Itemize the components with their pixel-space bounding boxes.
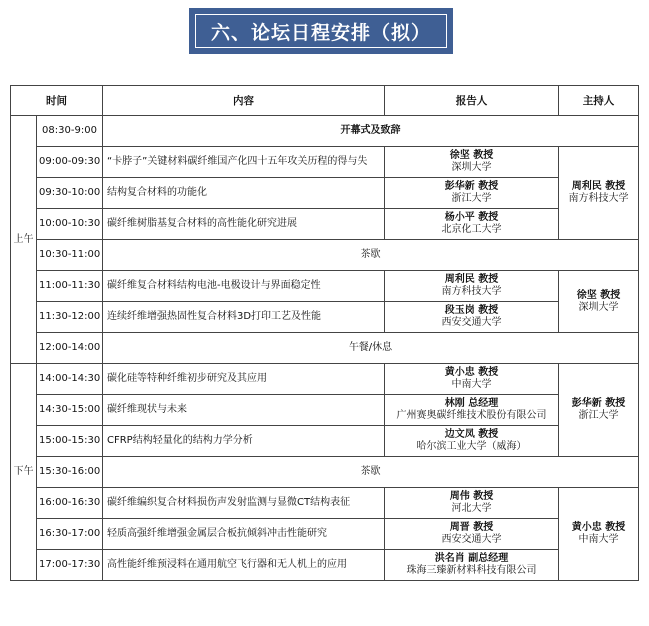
table-row	[11, 147, 639, 178]
time-cell: 11:30-12:00	[37, 302, 103, 333]
talk-title: 碳纤维复合材料结构电池-电极设计与界面稳定性	[103, 271, 385, 302]
table-row	[11, 550, 639, 581]
host-org: 南方科技大学	[568, 193, 629, 204]
host-name: 黄小忠 教授	[571, 522, 626, 533]
speaker-cell	[385, 426, 559, 457]
speaker-org: 广州赛奥碳纤维技术股份有限公司	[396, 410, 547, 421]
table-row	[11, 271, 639, 302]
table-row	[11, 209, 639, 240]
host-org: 中南大学	[578, 534, 619, 545]
period-morning: 上午	[11, 116, 37, 364]
time-cell: 15:30-16:00	[37, 457, 103, 488]
speaker-name: 徐坚 教授	[449, 150, 494, 161]
table-row	[11, 395, 639, 426]
talk-title: 碳纤维编织复合材料损伤声发射监测与显微CT结构表征	[103, 488, 385, 519]
host-cell	[559, 364, 639, 457]
speaker-cell	[385, 395, 559, 426]
talk-title: 高性能纤维预浸料在通用航空飞行器和无人机上的应用	[103, 550, 385, 581]
speaker-name: 洪名肖 副总经理	[434, 553, 509, 564]
speaker-cell	[385, 178, 559, 209]
time-cell: 16:00-16:30	[37, 488, 103, 519]
talk-title: 碳纤维现状与未来	[103, 395, 385, 426]
period-afternoon: 下午	[11, 364, 37, 581]
lunch-break: 午餐/休息	[103, 333, 639, 364]
table-row	[11, 364, 639, 395]
talk-title: CFRP结构轻量化的结构力学分析	[103, 426, 385, 457]
host-name: 彭华新 教授	[571, 398, 626, 409]
talk-title: 碳化硅等特种纤维初步研究及其应用	[103, 364, 385, 395]
speaker-org: 浙江大学	[451, 193, 492, 204]
talk-title: 连续纤维增强热固性复合材料3D打印工艺及性能	[103, 302, 385, 333]
speaker-cell	[385, 209, 559, 240]
speaker-cell	[385, 550, 559, 581]
header-time: 时间	[11, 86, 103, 116]
page-title: 六、论坛日程安排（拟）	[210, 21, 431, 44]
speaker-name: 边文凤 教授	[444, 429, 499, 440]
speaker-org: 西安交通大学	[441, 317, 502, 328]
speaker-name: 段玉岗 教授	[444, 305, 499, 316]
speaker-name: 黄小忠 教授	[444, 367, 499, 378]
host-cell	[559, 488, 639, 581]
speaker-org: 西安交通大学	[441, 534, 502, 545]
table-row	[11, 302, 639, 333]
speaker-cell	[385, 147, 559, 178]
host-org: 浙江大学	[578, 410, 619, 421]
time-cell: 12:00-14:00	[37, 333, 103, 364]
tea-break: 茶歇	[103, 457, 639, 488]
speaker-cell	[385, 488, 559, 519]
talk-title: 轻质高强纤维增强金属层合板抗倾斜冲击性能研究	[103, 519, 385, 550]
speaker-org: 深圳大学	[451, 162, 492, 173]
time-cell: 14:00-14:30	[37, 364, 103, 395]
speaker-cell	[385, 271, 559, 302]
table-row	[11, 426, 639, 457]
table-row	[11, 457, 639, 488]
section-banner	[189, 8, 453, 54]
tea-break: 茶歇	[103, 240, 639, 271]
speaker-name: 周利民 教授	[444, 274, 499, 285]
speaker-org: 珠海三臻新材料科技有限公司	[406, 565, 537, 576]
table-row	[11, 178, 639, 209]
speaker-org: 河北大学	[451, 503, 492, 514]
table-row	[11, 333, 639, 364]
table-row	[11, 240, 639, 271]
schedule-table	[10, 85, 639, 581]
speaker-name: 林刚 总经理	[444, 398, 499, 409]
speaker-name: 彭华新 教授	[444, 181, 499, 192]
time-cell: 09:00-09:30	[37, 147, 103, 178]
speaker-org: 哈尔滨工业大学（威海）	[416, 441, 527, 452]
time-cell: 10:00-10:30	[37, 209, 103, 240]
time-cell: 10:30-11:00	[37, 240, 103, 271]
speaker-cell	[385, 302, 559, 333]
talk-title: 碳纤维树脂基复合材料的高性能化研究进展	[103, 209, 385, 240]
speaker-name: 周伟 教授	[449, 491, 494, 502]
time-cell: 14:30-15:00	[37, 395, 103, 426]
host-name: 徐坚 教授	[576, 289, 621, 301]
time-cell: 15:00-15:30	[37, 426, 103, 457]
speaker-cell	[385, 519, 559, 550]
time-cell: 17:00-17:30	[37, 550, 103, 581]
host-org: 深圳大学	[578, 301, 619, 313]
time-cell: 08:30-9:00	[37, 116, 103, 147]
speaker-org: 中南大学	[451, 379, 492, 390]
host-cell	[559, 147, 639, 240]
table-row	[11, 488, 639, 519]
talk-title: “卡脖子”关键材料碳纤维国产化四十五年攻关历程的得与失	[103, 147, 385, 178]
opening-ceremony: 开幕式及致辞	[103, 116, 639, 147]
table-row	[11, 116, 639, 147]
time-cell: 11:00-11:30	[37, 271, 103, 302]
time-cell: 09:30-10:00	[37, 178, 103, 209]
header-host: 主持人	[559, 86, 639, 116]
speaker-cell	[385, 364, 559, 395]
time-cell: 16:30-17:00	[37, 519, 103, 550]
host-cell	[559, 271, 639, 333]
header-content: 内容	[103, 86, 385, 116]
speaker-org: 北京化工大学	[441, 224, 502, 235]
speaker-name: 周晋 教授	[449, 522, 494, 533]
speaker-name: 杨小平 教授	[444, 212, 499, 223]
table-row	[11, 519, 639, 550]
speaker-org: 南方科技大学	[441, 286, 502, 297]
header-speaker: 报告人	[385, 86, 559, 116]
header-row	[11, 86, 639, 116]
host-name: 周利民 教授	[571, 181, 626, 192]
talk-title: 结构复合材料的功能化	[103, 178, 385, 209]
